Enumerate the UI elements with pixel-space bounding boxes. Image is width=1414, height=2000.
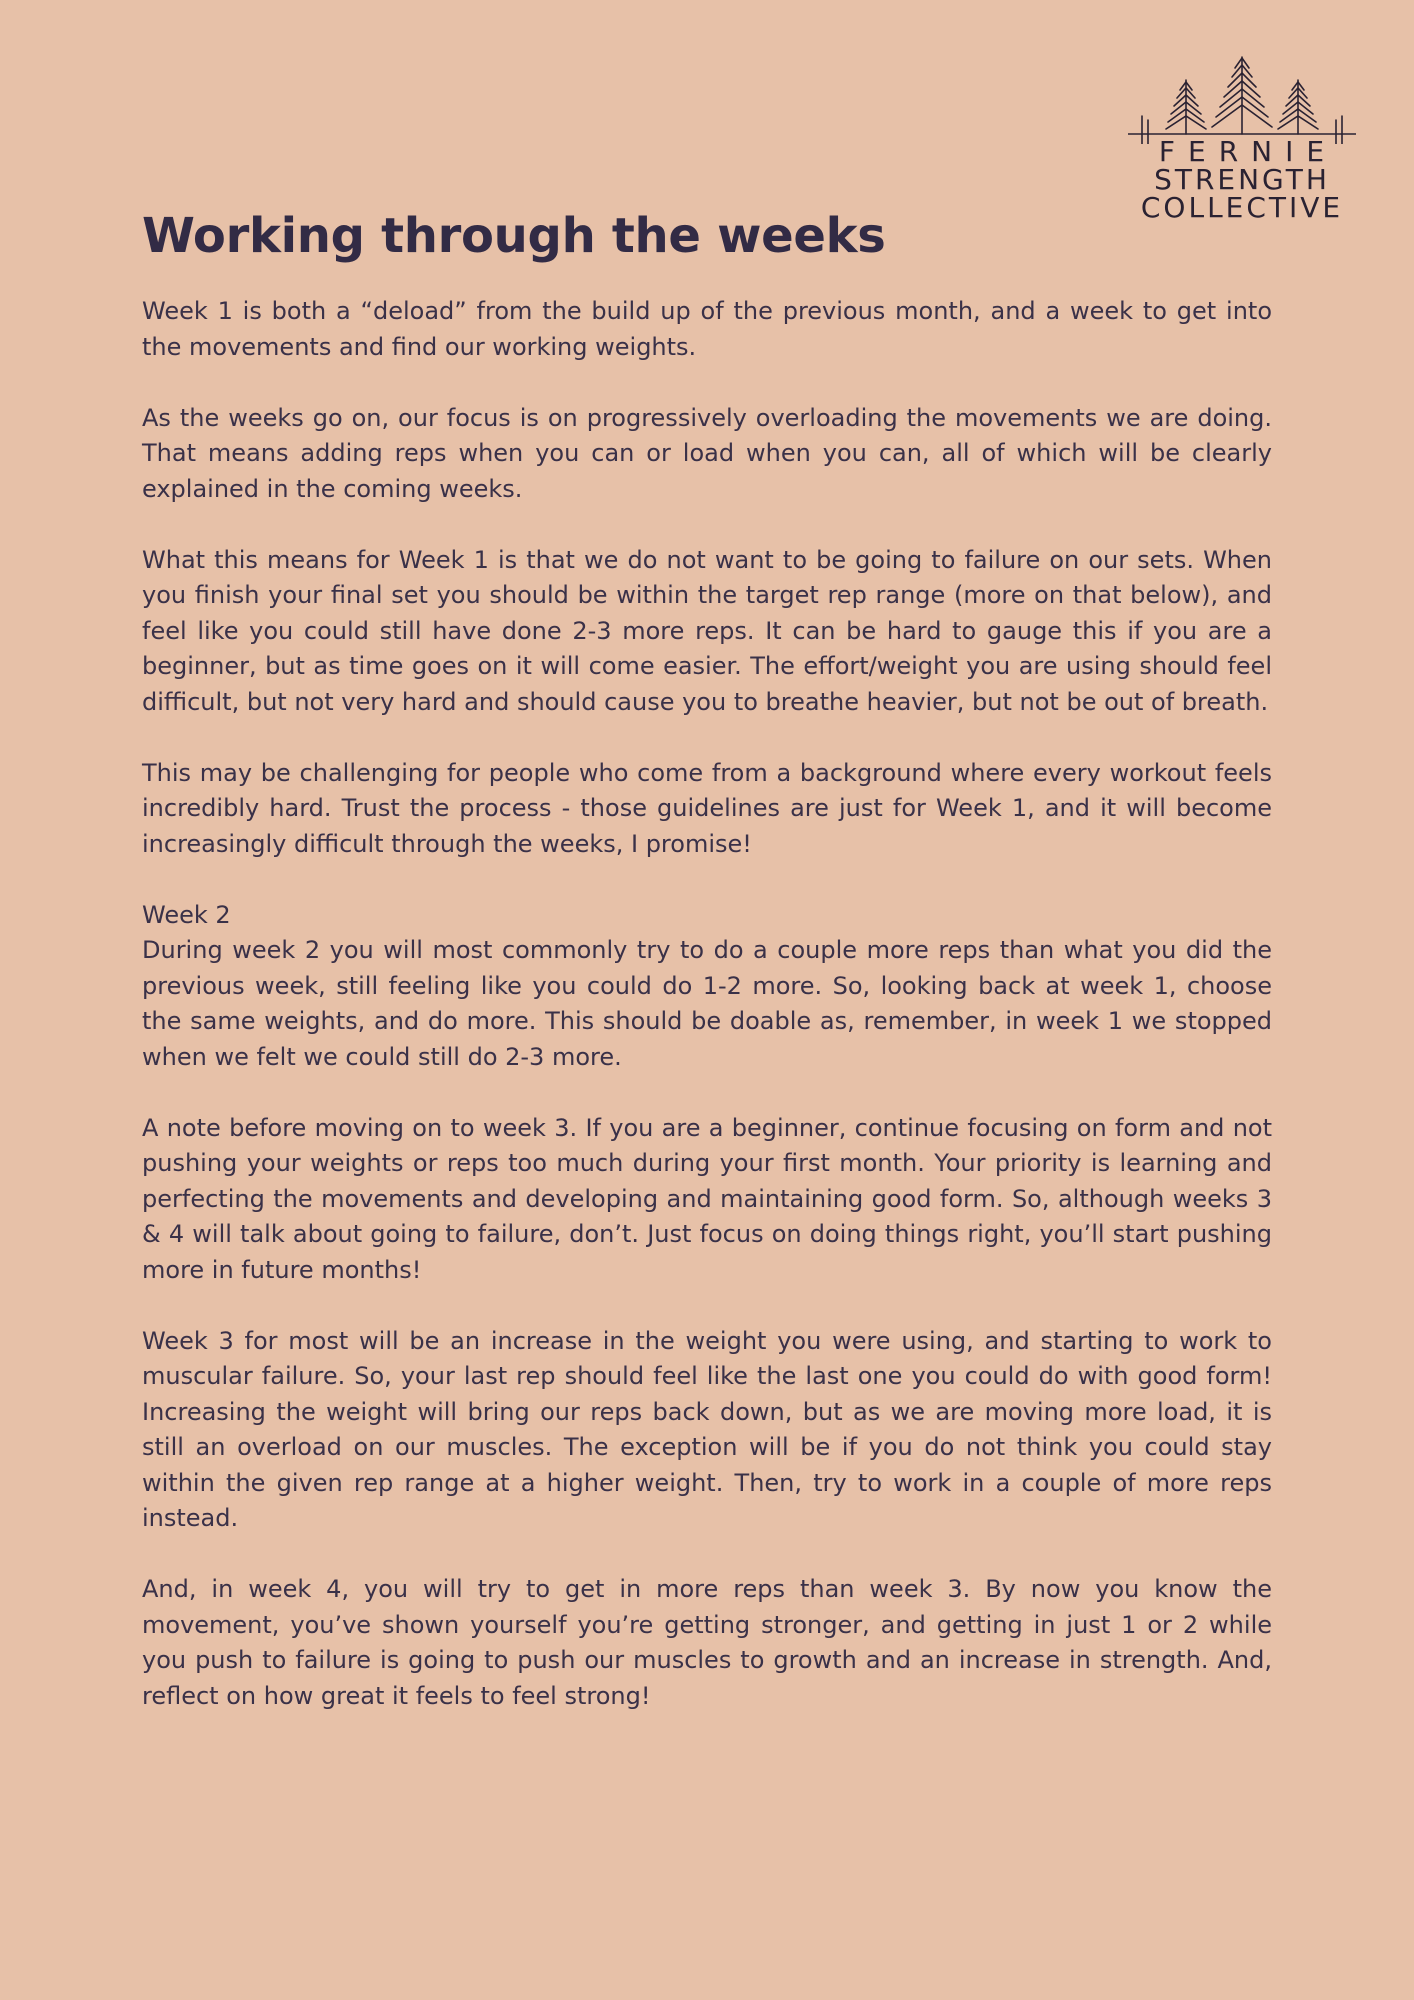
week2-heading: Week 2 <box>142 900 231 929</box>
paragraph-trust-process: This may be challenging for people who come from a background where every workout feels incredibly hard. Trust the process - those guidelines are just for Week 1, and it will become increasingly difficult through the weeks, I promise! <box>142 758 1272 858</box>
logo-text-fernie: FERNIE <box>1158 135 1338 168</box>
document-body <box>142 202 1272 1750</box>
paragraph-week1-intro: Week 1 is both a “deload” from the build up of the previous month, and a week to get into the movements and find our working weights. <box>142 297 1272 361</box>
logo-text-collective: COLLECTIVE <box>1140 191 1344 224</box>
logo-text-strength: STRENGTH <box>1154 163 1330 196</box>
brand-logo <box>1128 54 1356 224</box>
pine-trees-barbell-icon <box>1128 54 1356 144</box>
paragraph-progressive-overload: As the weeks go on, our focus is on progressively overloading the movements we are doing. That means adding reps when you can or load when you can, all of which will be clearly explained in the coming weeks. <box>142 403 1272 503</box>
page-title: Working through the weeks <box>142 208 886 264</box>
paragraph-week1-effort: What this means for Week 1 is that we do not want to be going to failure on our sets. When you finish your final set you should be within the target rep range (more on that below), and feel like you could still have done 2-3 more reps. It can be hard to gauge this if you are a beginner, but as time goes on it will come easier. The effort/weight you are using should feel difficult, but not very hard and should cause you to breathe heavier, but not be out of breath. <box>142 545 1272 716</box>
paragraph-week4: And, in week 4, you will try to get in more reps than week 3. By now you know the movement, you’ve shown yourself you’re getting stronger, and getting in just 1 or 2 while you push to failure is going to push our muscles to growth and an increase in strength. And, reflect on how great it feels to feel strong! <box>142 1575 1272 1710</box>
paragraph-beginner-note: A note before moving on to week 3. If you are a beginner, continue focusing on form and not pushing your weights or reps too much during your first month. Your priority is learning and perfecting the movements and developing and maintaining good form. So, although weeks 3 & 4 will talk about going to failure, don’t. Just focus on doing things right, you’ll start pushing more in future months! <box>142 1113 1272 1284</box>
paragraph-week3: Week 3 for most will be an increase in the weight you were using, and starting to work to muscular failure. So, your last rep should feel like the last one you could do with good form! Increasing the weight will bring our reps back down, but as we are moving more load, it is still an overload on our muscles. The exception will be if you do not think you could stay within the given rep range at a higher weight. Then, try to work in a couple of more reps instead. <box>142 1326 1272 1532</box>
paragraph-week2: During week 2 you will most commonly try to do a couple more reps than what you did the previous week, still feeling like you could do 1-2 more. So, looking back at week 1, choose the same weights, and do more. This should be doable as, remember, in week 1 we stopped when we felt we could still do 2-3 more. <box>142 936 1272 1071</box>
